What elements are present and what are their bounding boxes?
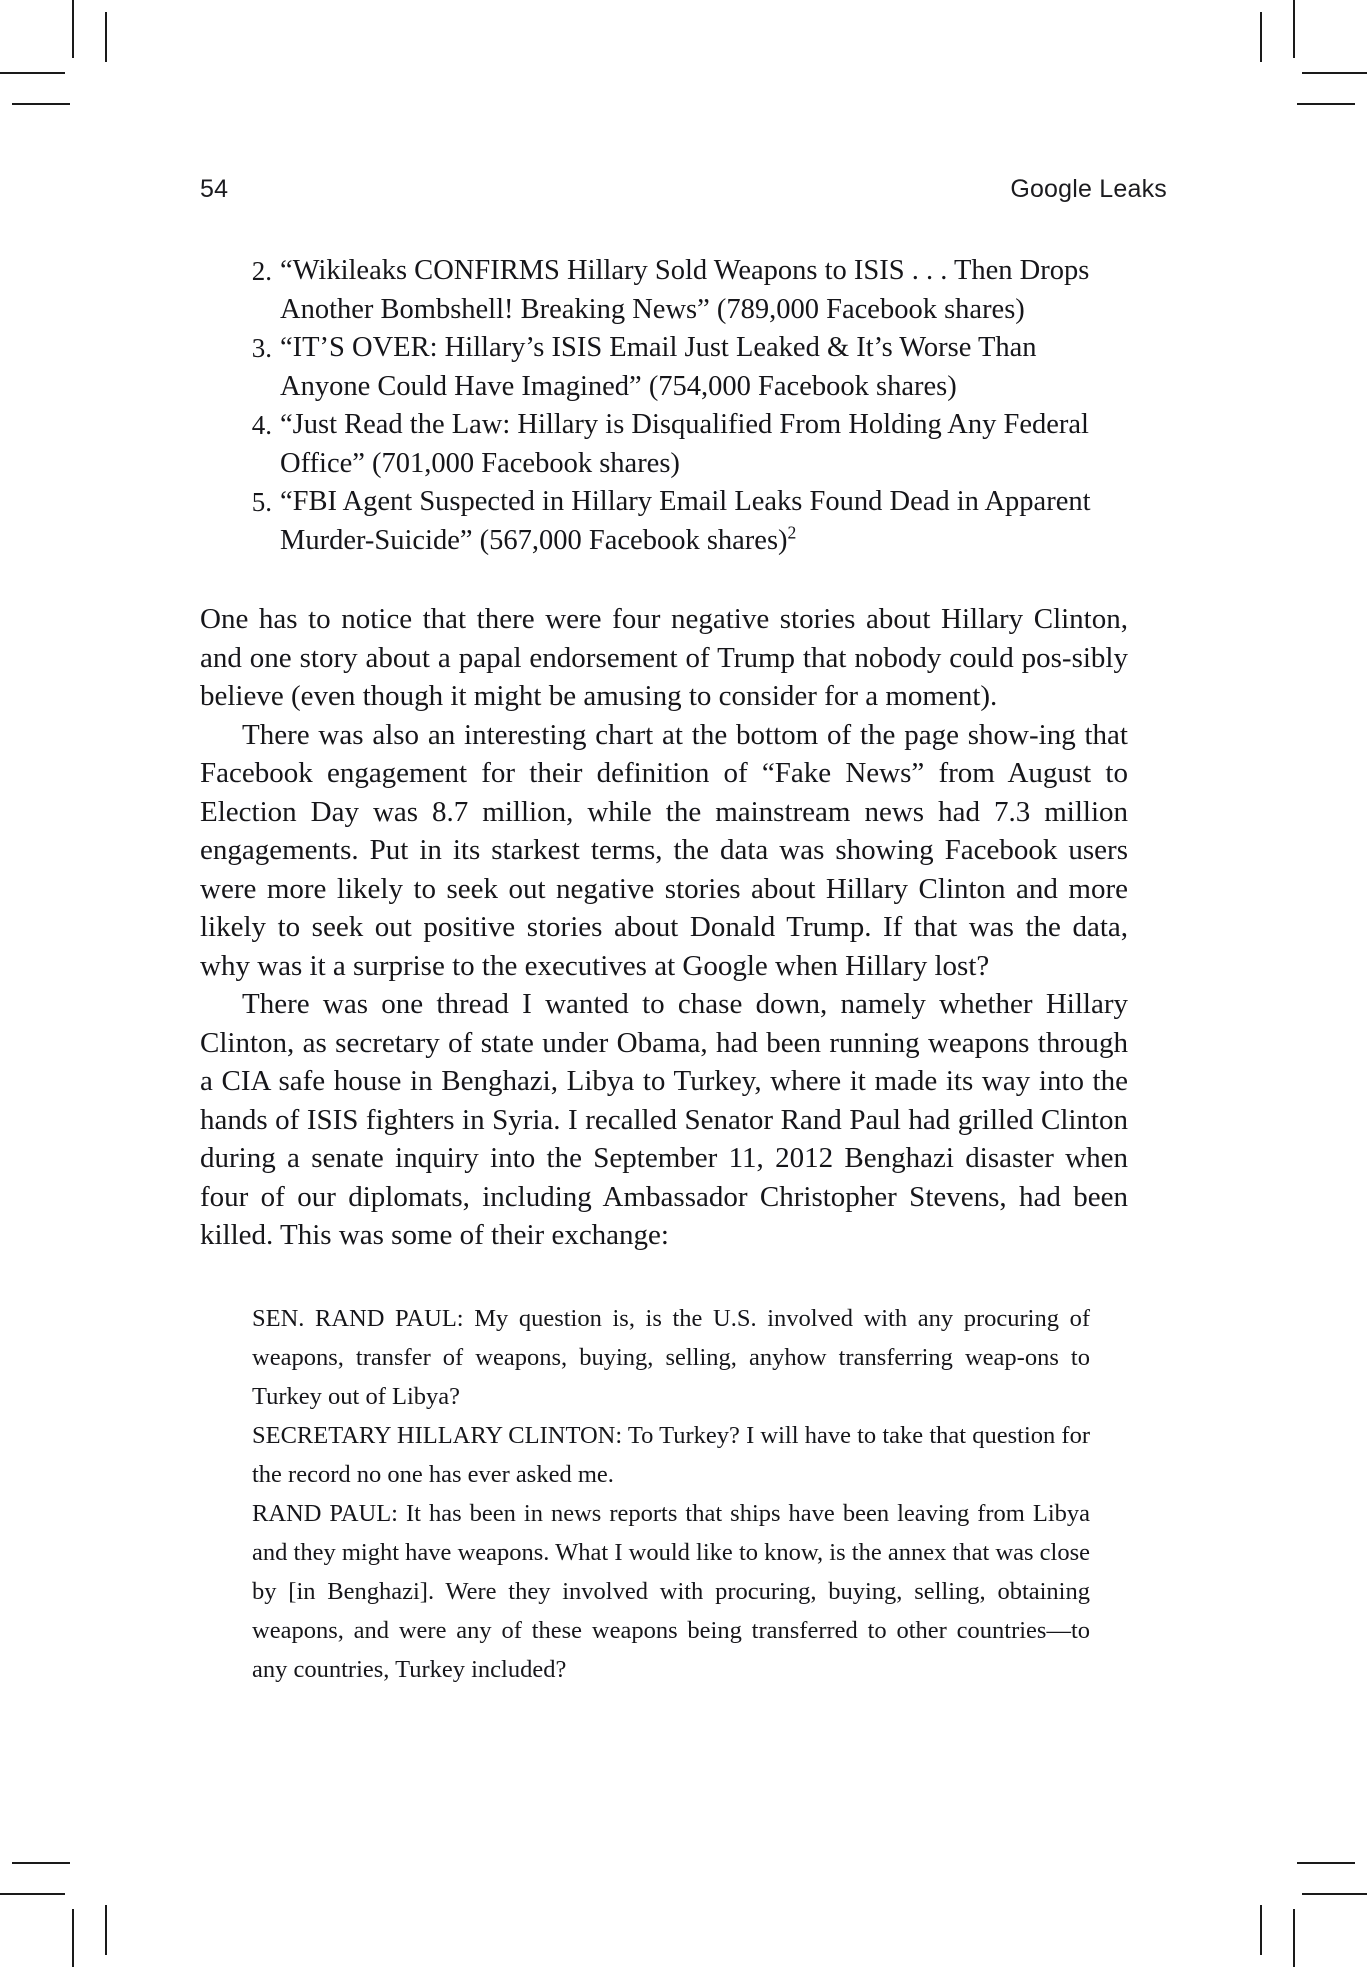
crop-mark-top-left-vertical-bleed — [72, 0, 74, 58]
page-number: 54 — [200, 175, 229, 203]
running-head — [200, 175, 1167, 204]
list-item-text: “IT’S OVER: Hillary’s ISIS Email Just Leaked & It’s Worse Than Anyone Could Have Imagined” (754,000 Facebook shares) — [280, 332, 1037, 402]
list-item-number: 2. — [251, 256, 272, 286]
crop-mark-bottom-left-horizontal-bleed — [0, 1893, 65, 1895]
list-item-number: 5. — [251, 487, 272, 517]
book-title: Google Leaks — [1010, 175, 1167, 203]
body-paragraph: There was also an interesting chart at the bottom of the page show-ing that Facebook engagement for their definition of “Fake News” from August to Election Day was 8.7 million, while the mainstream news had 7.3 million engagements. Put in its starkest terms, the data was showing Facebook users were more likely to seek out negative stories about Hillary Clinton and more likely to seek out positive stories about Donald Trump. If that was the data, why was it a surprise to the executives at Google when Hillary lost? — [200, 718, 1128, 982]
crop-mark-top-right-vertical-bleed — [1293, 0, 1295, 58]
blockquote-paragraph: SEN. RAND PAUL: My question is, is the U.S. involved with any procuring of weapons, transfer of weapons, buying, selling, anyhow transferring weap-ons to Turkey out of Libya? — [252, 1304, 1090, 1410]
list-item-text: “Just Read the Law: Hillary is Disqualified From Holding Any Federal Office” (701,000 Facebook shares) — [280, 409, 1089, 479]
list-item — [200, 406, 1128, 483]
list-item — [200, 252, 1128, 329]
crop-mark-bottom-right-horizontal-trim — [1297, 1862, 1355, 1864]
crop-mark-bottom-right-horizontal-bleed — [1302, 1893, 1367, 1895]
crop-mark-top-right-vertical-trim — [1260, 12, 1262, 62]
crop-mark-bottom-left-horizontal-trim — [12, 1862, 70, 1864]
list-item — [200, 329, 1128, 406]
blockquote-paragraph: RAND PAUL: It has been in news reports that ships have been leaving from Libya and they might have weapons. What I would like to know, is the annex that was close by [in Benghazi]. Were they involved with procuring, buying, selling, obtaining weapons, and were any of these weapons being transferred to other countries—to any countries, Turkey included? — [252, 1499, 1090, 1683]
list-item-text: “FBI Agent Suspected in Hillary Email Leaks Found Dead in Apparent Murder-Suicide” (567,000 Facebook shares) — [280, 486, 1091, 556]
crop-mark-bottom-right-vertical-trim — [1260, 1905, 1262, 1955]
crop-mark-top-right-horizontal-trim — [1297, 103, 1355, 105]
crop-mark-bottom-left-vertical-trim — [105, 1905, 107, 1955]
crop-mark-top-right-horizontal-bleed — [1302, 72, 1367, 74]
crop-mark-bottom-right-vertical-bleed — [1293, 1909, 1295, 1967]
list-item-text: “Wikileaks CONFIRMS Hillary Sold Weapons to ISIS . . . Then Drops Another Bombshell! Breaking News” (789,000 Facebook shares) — [280, 255, 1090, 325]
footnote-marker: 2 — [787, 522, 797, 542]
blockquote-paragraph: SECRETARY HILLARY CLINTON: To Turkey? I will have to take that question for the record no one has ever asked me. — [252, 1421, 1090, 1488]
crop-mark-bottom-left-vertical-bleed — [72, 1909, 74, 1967]
list-item-number: 3. — [251, 333, 272, 363]
body-paragraph: There was one thread I wanted to chase down, namely whether Hillary Clinton, as secretary of state under Obama, had been running weapons through a CIA safe house in Benghazi, Libya to Turkey, where it made its way into the hands of ISIS fighters in Syria. I recalled Senator Rand Paul had grilled Clinton during a senate inquiry into the September 11, 2012 Benghazi disaster when four of our diplomats, including Ambassador Christopher Stevens, had been killed. This was some of their exchange: — [200, 988, 1128, 1251]
list-item — [200, 483, 1128, 560]
crop-mark-top-left-horizontal-bleed — [0, 72, 65, 74]
blockquote-testimony — [252, 1299, 1090, 1689]
list-item-number: 4. — [251, 410, 272, 440]
crop-mark-top-left-horizontal-trim — [12, 103, 70, 105]
crop-mark-top-left-vertical-trim — [105, 12, 107, 62]
body-paragraph: One has to notice that there were four negative stories about Hillary Clinton, and one story about a papal endorsement of Trump that nobody could pos-sibly believe (even though it might be amusing to consider for a moment). — [200, 603, 1128, 712]
text-block — [200, 252, 1128, 1689]
numbered-list — [200, 252, 1128, 560]
